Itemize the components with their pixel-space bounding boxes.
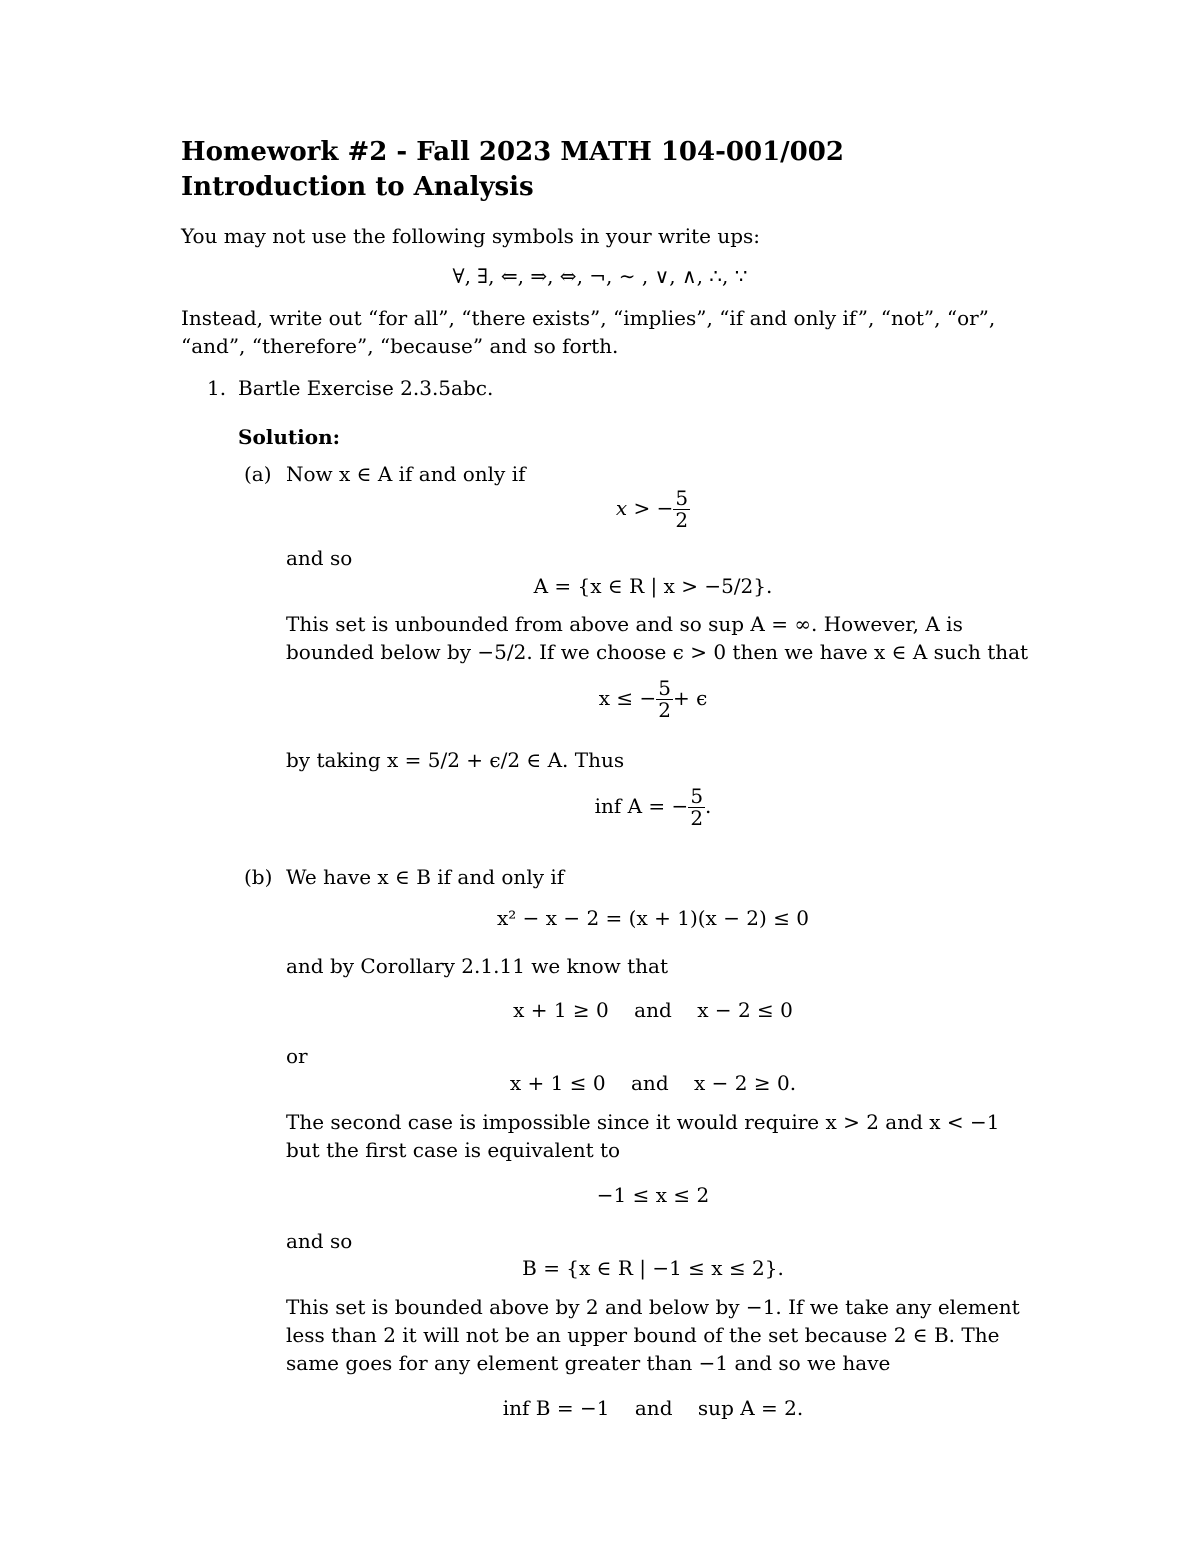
problem-number: 1. (207, 376, 227, 400)
problem-statement: Bartle Exercise 2.3.5abc. (238, 376, 494, 400)
equation-text: + ϵ (672, 686, 708, 710)
equation-text: x ≤ − (598, 686, 657, 710)
solution-label: Solution: (238, 425, 341, 449)
equation-epsilon (286, 678, 1020, 721)
part-a-line-1: Now x ∈ A if and only if (286, 462, 526, 486)
part-b-label: (b) (244, 865, 273, 889)
equation-text: inf A = − (594, 794, 689, 818)
fraction (673, 488, 690, 531)
part-a-para-line-1: This set is unbounded from above and so sup A = ∞. However, A is (286, 612, 963, 636)
title-line-2: Introduction to Analysis (181, 172, 534, 202)
intro-text: You may not use the following symbols in your write ups: (181, 224, 761, 248)
instead-text-line-1: Instead, write out “for all”, “there exists”, “implies”, “if and only if”, “not”, “or”, (181, 306, 996, 330)
part-a-para-line-2: bounded below by −5/2. If we choose ϵ > 0 then we have x ∈ A such that (286, 640, 1029, 664)
equation-text: x > − (615, 496, 674, 520)
part-b-line-3: or (286, 1044, 308, 1068)
part-b-line-1: We have x ∈ B if and only if (286, 865, 565, 889)
part-b-para-1-line-2: but the first case is equivalent to (286, 1138, 621, 1162)
equation-text: . (705, 794, 712, 818)
title-line-1: Homework #2 - Fall 2023 MATH 104-001/002 (181, 137, 844, 167)
equation-interval: −1 ≤ x ≤ 2 (596, 1183, 710, 1207)
fraction-denominator: 2 (675, 508, 689, 532)
part-b-line-4: and so (286, 1229, 353, 1253)
equation-inf-a (286, 786, 1020, 829)
fraction-numerator: 5 (658, 676, 671, 700)
part-b-para-2-line-1: This set is bounded above by 2 and below by −1. If we take any element (286, 1295, 1020, 1319)
equation-set-b: B = {x ∈ R | −1 ≤ x ≤ 2}. (522, 1256, 784, 1280)
fraction-denominator: 2 (690, 806, 704, 830)
part-a-line-2: and so (286, 546, 353, 570)
equation-quadratic: x² − x − 2 = (x + 1)(x − 2) ≤ 0 (496, 906, 810, 930)
fraction (688, 786, 705, 829)
equation-x-greater (286, 488, 1020, 531)
part-b-para-1-line-1: The second case is impossible since it would require x > 2 and x < −1 (286, 1110, 1000, 1134)
equation-case-1: x + 1 ≥ 0 and x − 2 ≤ 0 (513, 998, 793, 1022)
forbidden-symbols: ∀, ∃, ⇐, ⇒, ⇔, ¬, ∼ , ∨, ∧, ∴, ∵ (452, 264, 748, 288)
part-b-para-2-line-3: same goes for any element greater than −1 and so we have (286, 1351, 891, 1375)
part-a-line-3: by taking x = 5/2 + ϵ/2 ∈ A. Thus (286, 748, 625, 772)
instead-text-line-2: “and”, “therefore”, “because” and so forth. (181, 334, 619, 358)
part-a-label: (a) (244, 462, 272, 486)
equation-inf-sup: inf B = −1 and sup A = 2. (502, 1396, 804, 1420)
fraction (656, 678, 673, 721)
equation-case-2: x + 1 ≤ 0 and x − 2 ≥ 0. (509, 1071, 797, 1095)
fraction-numerator: 5 (675, 486, 689, 510)
fraction-numerator: 5 (690, 784, 704, 808)
part-b-para-2-line-2: less than 2 it will not be an upper bound of the set because 2 ∈ B. The (286, 1323, 1000, 1347)
fraction-denominator: 2 (658, 698, 671, 722)
equation-set-a: A = {x ∈ R | x > −5/2}. (533, 574, 773, 598)
part-b-line-2: and by Corollary 2.1.11 we know that (286, 954, 668, 978)
